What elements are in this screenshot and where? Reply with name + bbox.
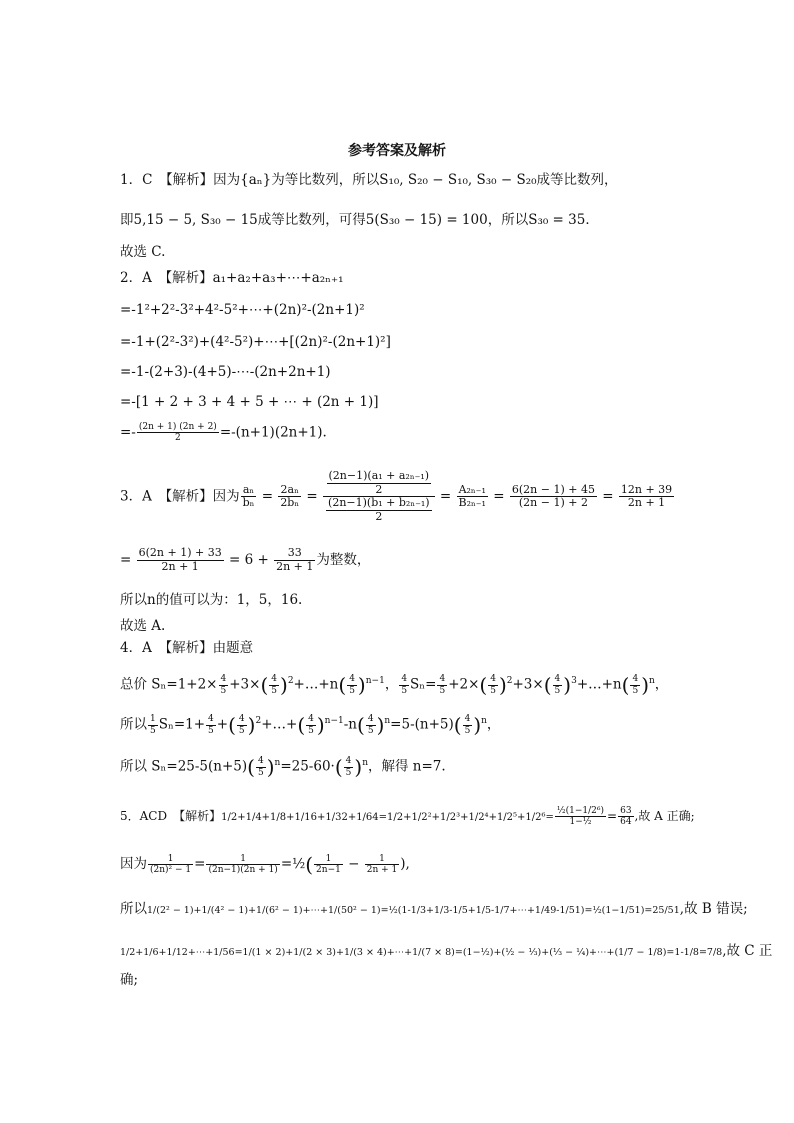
q5-l3-expr: 1/(2² − 1)+1/(4² − 1)+1/(6² − 1)+⋯+1/(50² − 1)=½(1-1/3+1/3-1/5+1/5-1/7+⋯+1/49-1/51)=½(1−1/51)=25/51: [147, 905, 680, 916]
q4-paren: (: [297, 713, 306, 737]
q4-l4-c: ，解得 n=7.: [368, 758, 446, 775]
q5-l2-b: =½: [280, 856, 306, 872]
q3-f4-den: B₂ₙ₋₁: [458, 496, 486, 510]
q3-frac-6: [619, 484, 674, 510]
q1-line-3: 故选 C.: [120, 244, 166, 260]
q4-l2-c: +…+n: [293, 676, 339, 693]
q4-paren: ): [247, 713, 256, 737]
q4-paren: (: [543, 673, 552, 697]
q4-frac-c: [347, 674, 357, 696]
q3-f3-num-inner: [327, 470, 432, 496]
q4-l2-g: +3×: [512, 676, 544, 693]
q5-l2-f1-den: (2n)² − 1: [150, 865, 192, 875]
q5-l2-a: 因为: [120, 856, 147, 872]
q5-l2-f2-den: (2n−1)(2n + 1): [208, 865, 278, 875]
q5-line-3: [120, 894, 748, 926]
q4-l3-g: ，: [486, 716, 501, 733]
q4-fb-den: 5: [271, 685, 277, 696]
q4-fd-num: 4: [401, 674, 408, 685]
q4-paren: ): [266, 755, 275, 779]
q3-f1-den: bₙ: [242, 496, 255, 510]
q5-line-4: [120, 936, 773, 968]
q4-paren: (: [260, 673, 269, 697]
q2-l6-den: 2: [174, 433, 181, 444]
q5-l2-f2: [206, 854, 279, 876]
q5-paren: (: [305, 852, 314, 877]
q5-l2-suffix: ),: [400, 856, 410, 872]
q4-l3-d: +…+: [261, 716, 298, 733]
q3-f3-den-bot: 2: [375, 509, 383, 523]
q5-l1-suffix: ,故 A 正确;: [634, 809, 695, 823]
q3-lead: 3．A 【解析】因为: [120, 488, 240, 505]
q4-paren: (: [228, 713, 236, 737]
q4-fg-num: 4: [554, 674, 561, 685]
q4-paren: (: [338, 673, 347, 697]
q4-frac-f: [488, 674, 498, 696]
q4-l3-ff-num: 4: [464, 714, 471, 725]
q5-l2-f1-num: 1: [148, 854, 193, 865]
q3-l2-f2-den: 2n + 1: [276, 560, 314, 573]
q4-l4-fb-num: 4: [345, 756, 352, 767]
q4-l4-fb-den: 5: [345, 767, 352, 778]
q4-l3-frac-f: [463, 714, 473, 736]
q4-exp: n: [481, 716, 487, 726]
q3-l2-f1-num: 6(2n + 1) + 33: [138, 546, 222, 560]
q4-frac-g: [553, 674, 563, 696]
q5-l1-a: 5．ACD 【解析】: [120, 809, 222, 823]
q4-exp: n: [649, 676, 655, 686]
q2-l6-fraction: [137, 422, 219, 444]
q3-f5-num: 6(2n − 1) + 45: [511, 482, 595, 496]
q4-l3-frac-a: [148, 714, 158, 736]
q5-l2-c1: [314, 854, 343, 876]
q5-l2-c1-den: 2n−1: [316, 865, 341, 875]
q3-l2-suffix: 为整数，: [316, 552, 371, 568]
q3-l2-frac-1: [137, 547, 224, 573]
q4-paren: ): [357, 673, 366, 697]
q4-paren: ): [563, 673, 572, 697]
q4-l2-f: +2×: [448, 676, 480, 693]
q3-line-1: 3．A 【解析】因为 $\frac{\text{aₙ}}{\text{bₙ}}$ = $\frac{\text{2aₙ}}{\text{2bₙ}}$ = $\frac{\frac{\text{(2n−1)(a₁ + a₂ₙ₋₁)}}{2}}{\frac{\text{(2n−1)(b₁ + b₂ₙ₋₁)}}{2}}$ = $\frac{\text{A₂ₙ₋₁}}{\text{B₂ₙ₋₁}}$ = $\frac{6(2n - 1) + 45}{(2n - 1) + 2}$ = $\frac{12n + 39}{2n + 1}$: [120, 469, 673, 523]
q4-exp: 2: [287, 676, 294, 686]
q4-exp: n: [384, 716, 391, 726]
q4-l3-fb-den: 5: [208, 725, 214, 736]
q3-frac-4: [457, 484, 488, 510]
q4-line-4: [120, 746, 680, 784]
q3-line-2: = $\frac{6(2n + 1) + 33}{2n + 1}$ = 6 + $\frac{33}{2n + 1}$ 为整数，: [120, 546, 371, 573]
q4-fa-num: 4: [220, 674, 227, 685]
q3-f3-den-inner: [326, 497, 432, 523]
q3-f3-den: [323, 497, 435, 523]
q4-l3-fa-num: 1: [150, 714, 156, 725]
q3-l2-frac-2: [274, 547, 315, 573]
q4-l3-fa-den: 5: [150, 725, 156, 736]
q4-l3-frac-d: [306, 714, 316, 736]
q4-fe-num: 4: [439, 674, 446, 685]
q4-paren: ): [280, 673, 288, 697]
q4-l3-fd-num: 4: [308, 714, 314, 725]
q4-frac-b: [269, 674, 279, 696]
q3-f6-den: 2n + 1: [627, 496, 666, 510]
q4-paren: ): [473, 713, 482, 737]
q4-l2-i: ，: [654, 676, 669, 693]
q4-l2-e: Sₙ=: [410, 676, 437, 693]
q4-exp: n: [362, 758, 368, 768]
q4-l3-c: +: [216, 716, 229, 733]
q5-l4-suffix: ,故 C 正: [722, 943, 773, 959]
q4-l3-frac-b: [206, 714, 216, 736]
q4-paren: ): [498, 673, 507, 697]
q4-l4-b: =25-60·: [280, 758, 335, 775]
q4-fe-den: 5: [439, 685, 446, 696]
q4-paren: ): [376, 713, 385, 737]
q4-frac-h: [630, 674, 640, 696]
q4-paren: (: [453, 713, 462, 737]
q4-exp: 2: [255, 716, 262, 726]
q3-frac-5: [510, 484, 597, 510]
q2-line-2: =-1²+2²-3²+4²-5²+⋯+(2n)²-(2n+1)²: [120, 302, 365, 318]
q4-fh-den: 5: [632, 685, 639, 696]
q4-paren: (: [621, 673, 630, 697]
q4-line-1: 4．A 【解析】由题意: [120, 640, 254, 656]
q4-frac-a: [219, 674, 229, 696]
q4-l3-fc-num: 4: [238, 714, 245, 725]
q3-f3-num: [323, 470, 435, 497]
q4-l3-e: -n: [343, 716, 358, 733]
q4-fg-den: 5: [554, 685, 561, 696]
q5-l2-minus: −: [348, 856, 360, 872]
q5-l2-c2: [365, 854, 400, 876]
q5-line-1: [120, 796, 695, 838]
q5-l3-a: 所以: [120, 901, 147, 917]
q5-l1-big-den: 1−½: [569, 817, 592, 827]
q2-l6-num: (2n + 1) (2n + 2): [138, 422, 217, 432]
q2-l6-prefix: =-: [120, 424, 136, 441]
q4-line-3: [120, 704, 680, 742]
q4-l3-fe-num: 4: [367, 714, 374, 725]
q5-l2-eq: =: [194, 856, 206, 872]
q5-l1-res-frac: [618, 806, 633, 828]
q4-l3-fb-num: 4: [208, 714, 214, 725]
q4-exp: n: [274, 758, 281, 768]
q1-line-1: 1．C 【解析】因为{aₙ}为等比数列，所以S₁₀, S₂₀ − S₁₀, S₃₀ − S₂₀成等比数列，: [120, 172, 618, 188]
q4-l3-frac-c: [237, 714, 247, 736]
q5-l1-sum: 1/2+1/4+1/8+1/16+1/32+1/64=1/2+1/2²+1/2³+1/2⁴+1/2⁵+1/2⁶=: [221, 812, 554, 823]
q4-l2-a: 总价 Sₙ=1+2×: [120, 676, 218, 693]
q5-l2-c2-num: 1: [365, 854, 400, 865]
q4-fa-den: 5: [220, 685, 227, 696]
q4-l2-d: ，: [384, 676, 399, 693]
q4-l3-ff-den: 5: [464, 725, 471, 736]
q3-f6-num: 12n + 39: [620, 482, 673, 496]
q4-l3-f: =5-(n+5): [390, 716, 454, 733]
q2-line-4: =-1-(2+3)-(4+5)-⋯-(2n+2n+1): [120, 364, 331, 380]
q4-fh-num: 4: [632, 674, 639, 685]
q4-fb-num: 4: [271, 674, 277, 685]
q5-line-5: 确;: [120, 972, 139, 988]
q3-f3-num-bot: 2: [375, 482, 383, 496]
q5-l1-res-den: 64: [620, 817, 632, 827]
q3-f3-den-top: (2n−1)(b₁ + b₂ₙ₋₁): [328, 496, 430, 510]
q4-ff-den: 5: [490, 685, 496, 696]
q3-line-3: 所以n的值可以为：1，5，16.: [120, 592, 303, 608]
q5-l4-expr: 1/2+1/6+1/12+⋯+1/56=1/(1 × 2)+1/(2 × 3)+1/(3 × 4)+⋯+1/(7 × 8)=(1−½)+(½ − ⅓)+(⅓ − ¼)+⋯+(1/7 − 1/8)=1-1/8=7/8: [120, 947, 723, 958]
q4-frac-e: [437, 674, 447, 696]
q3-f3-num-top: (2n−1)(a₁ + a₂ₙ₋₁): [328, 469, 430, 482]
q2-line-3: =-1+(2²-3²)+(4²-5²)+⋯+[(2n)²-(2n+1)²]: [120, 334, 391, 350]
q3-frac-3: [323, 470, 435, 524]
page-title: 参考答案及解析: [348, 143, 446, 159]
q4-paren: (: [334, 755, 343, 779]
q4-paren: (: [479, 673, 488, 697]
q4-l4-fa-num: 4: [257, 756, 264, 767]
q4-paren: ): [354, 755, 363, 779]
q4-line-2: [120, 664, 680, 702]
q3-l2-f1-den: 2n + 1: [161, 560, 199, 573]
q2-line-5: =-[1 + 2 + 3 + 4 + 5 + ⋯ + (2n + 1)]: [120, 394, 379, 410]
q4-paren: ): [641, 673, 649, 697]
q4-l3-a: 所以: [120, 716, 147, 733]
q3-f2-num: 2aₙ: [278, 484, 301, 498]
q4-l2-h: +…+n: [576, 676, 622, 693]
q4-fc-den: 5: [349, 685, 355, 696]
q4-paren: (: [357, 713, 365, 737]
q5-l1-big-frac: [555, 806, 606, 828]
q4-l4-frac-b: [344, 756, 354, 778]
q5-l1-eq: =: [607, 809, 618, 823]
q5-l1-big-num: ½(1−1/2⁶): [556, 805, 605, 816]
q2-l6-suffix: =-(n+1)(2n+1).: [219, 424, 327, 441]
q4-l4-frac-a: [256, 756, 266, 778]
q4-l4-fa-den: 5: [257, 767, 264, 778]
q4-exp: n−1: [324, 716, 344, 726]
q5-l2-f2-num: 1: [206, 854, 279, 865]
q5-l3-suffix: ,故 B 错误;: [679, 901, 748, 917]
q3-l2-f2-num: 33: [274, 547, 315, 561]
q4-l2-b: +3×: [229, 676, 261, 693]
q1-line-2: 即5,15 − 5, S₃₀ − 15成等比数列，可得5(S₃₀ − 15) = 100，所以S₃₀ = 35．: [120, 212, 599, 228]
q2-line-1: 2．A 【解析】a₁+a₂+a₃+⋯+a₂ₙ₊₁: [120, 270, 344, 286]
q3-f4-num: A₂ₙ₋₁: [457, 484, 488, 498]
q4-paren: ): [316, 713, 325, 737]
q3-f1-num: aₙ: [241, 484, 257, 498]
q5-line-2: [120, 846, 680, 883]
q4-fc-num: 4: [349, 674, 355, 685]
q3-line-4: 故选 A.: [120, 618, 166, 634]
q4-l3-frac-e: [366, 714, 376, 736]
q4-exp: n−1: [365, 676, 385, 686]
q3-f2-den: 2bₙ: [280, 496, 300, 510]
q5-l2-c2-den: 2n + 1: [366, 865, 398, 875]
q3-f5-den: (2n − 1) + 2: [518, 496, 588, 510]
q4-l4-a: 所以 Sₙ=25-5(n+5): [120, 758, 248, 775]
q4-ff-num: 4: [490, 674, 496, 685]
q4-exp: 3: [571, 676, 577, 686]
q4-l3-fe-den: 5: [367, 725, 374, 736]
q5-l2-f1: [148, 854, 193, 876]
q4-paren: (: [247, 755, 255, 779]
q3-frac-1: [241, 484, 257, 510]
q4-l3-fd-den: 5: [308, 725, 314, 736]
q4-l3-fc-den: 5: [238, 725, 245, 736]
q3-l2-mid: = 6 +: [229, 552, 269, 568]
q5-l1-res-num: 63: [620, 805, 632, 816]
q4-exp: 2: [506, 676, 513, 686]
q4-l3-b: Sₙ=1+: [158, 716, 206, 733]
q2-line-6: [120, 422, 680, 444]
q4-fd-den: 5: [401, 685, 408, 696]
q3-frac-2: [278, 484, 301, 510]
q5-l2-c1-num: 1: [314, 854, 343, 865]
q4-frac-d: [399, 674, 409, 696]
